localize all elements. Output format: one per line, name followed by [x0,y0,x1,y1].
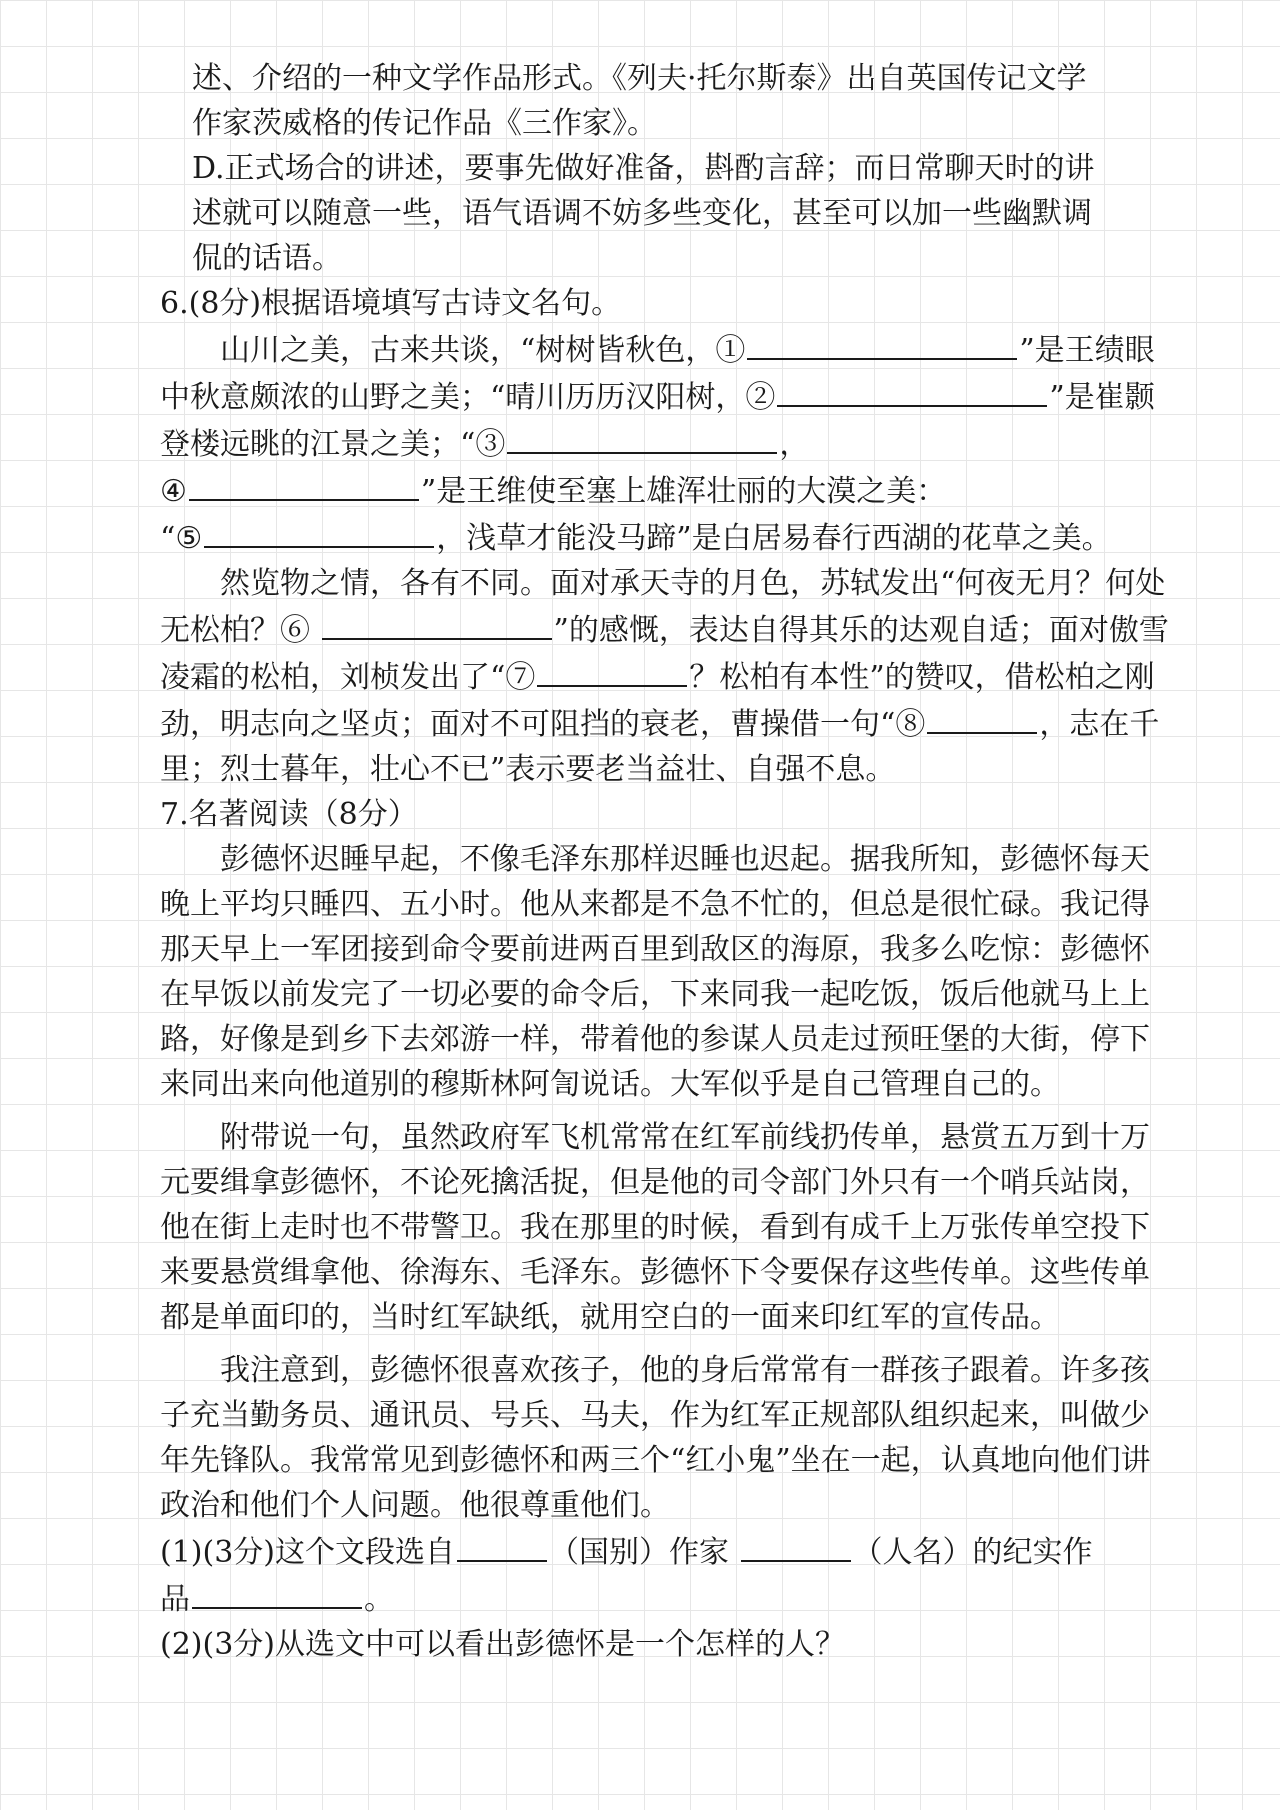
text-run: “⑧ [880,707,926,742]
passage-paragraph-1: 彭德怀迟睡早起，不像毛泽东那样迟睡也迟起。据我所知，彭德怀每天晚上平均只睡四、五小时。他从来都是不急不忙的，但总是很忙碌。我记得那天早上一军团接到命令要前进两百里到敌区的海原，我多么吃惊：彭德怀在早饭以前发完了一切必要的命令后，下来同我一起吃饭，饭后他就马上上路，好像是到乡下去郊游一样，带着他的参谋人员走过预旺堡的大街，停下来同出来向他道别的穆斯林阿訇说话。大军似乎是自己管理自己的。 [160,842,1150,1102]
answer-blank-work[interactable] [192,1575,362,1609]
answer-blank-author[interactable] [741,1528,851,1562]
question-6-header: 6.(8分)根据语境填写古诗文名句。 [160,286,622,321]
text-run: ④ [160,474,187,509]
text-run: 何处无松柏？⑥ [160,566,1166,648]
option-c-continuation [160,56,1170,146]
answer-blank-country[interactable] [457,1528,547,1562]
text-run: （人名）的纪实作 [852,1535,1093,1570]
text-run: ？松柏有本性”的赞 [689,660,945,695]
text-run: 然览物之情，各有不同。面对承天寺的月色，苏轼发出“何夜无月？ [220,566,1106,601]
answer-blank-6[interactable] [322,606,552,640]
sub-question-1 [160,1528,1170,1575]
passage-paragraph-3: 我注意到，彭德怀很喜欢孩子，他的身后常常有一群孩子跟着。许多孩子充当勤务员、通讯员、号兵、马夫，作为红军正规部队组织起来，叫做少年先锋队。我常常见到彭德怀和两三个“红小鬼”坐在一起，认真地向他们讲政治和他们个人问题。他很尊重他们。 [160,1353,1151,1523]
text-line: 述、介绍的一种文学作品形式。《列夫·托尔斯泰》出自英国传记文学 [192,61,1087,96]
question-6 [160,281,1170,792]
text-run: ， [779,427,810,462]
text-run: 叹，借松柏之刚劲，明志向之坚贞；面对不可阻挡的衰老，曹操借一句 [160,660,1155,742]
text-line: 作家茨威格的传记作品《三作家》。 [192,106,657,141]
option-d [160,146,1170,281]
question-7-header: 7.名著阅读（8分） [160,797,418,832]
text-line: 述就可以随意一些，语气语调不妨多些变化，甚至可以加一些幽默调 [192,196,1092,231]
text-run: ”是王绩 [1019,333,1125,368]
text-run: 山川之美，古来共谈，“树树皆秋色，① [220,333,746,368]
answer-blank-1[interactable] [747,326,1017,360]
text-run: ”的感慨，表达自得其乐的达观自适； [553,613,1049,648]
sub-question-2: (2)(3分)从选文中可以看出彭德怀是一个怎样的人？ [160,1627,845,1662]
text-run: 品 [160,1582,190,1617]
answer-blank-3[interactable] [507,420,777,454]
question-7 [160,792,1170,1667]
text-run: 眼中秋意颇浓的山野之美；“晴川历历汉阳树，② [160,333,1155,415]
answer-blank-5[interactable] [204,514,434,548]
answer-blank-7[interactable] [537,653,687,687]
question-6-paragraph-2 [160,561,1170,792]
sub-question-1-cont [160,1575,1170,1622]
text-run: 。 [364,1582,394,1617]
text-run: ” [1049,380,1065,415]
passage-paragraph-2: 附带说一句，虽然政府军飞机常常在红军前线扔传单，悬赏五万到十万元要缉拿彭德怀，不论死擒活捉，但是他的司令部门外只有一个哨兵站岗，他在街上走时也不带警卫。我在那里的时候，看到有成千上万张传单空投下来要悬赏缉拿他、徐海东、毛泽东。彭德怀下令要保存这些传单。这些传单都是单面印的，当时红军缺纸，就用空白的一面来印红军的宣传品。 [160,1120,1150,1335]
question-6-paragraph-1-end [160,514,1170,561]
answer-blank-8[interactable] [927,700,1037,734]
text-run: 是崔颢登楼远眺的江景之美；“③ [160,380,1155,462]
text-run: （国别）作家 [549,1535,739,1570]
text-run: 自强不息。 [745,752,896,787]
text-run: (1)(3分)这个文段选自 [160,1535,455,1570]
question-6-paragraph-1 [160,326,1170,467]
text-line: 侃的话语。 [192,241,342,276]
text-run: ，志在千里；烈士暮年，壮心不已”表示要老当益壮、 [160,707,1160,787]
answer-blank-4[interactable] [189,467,419,501]
answer-blank-2[interactable] [777,373,1047,407]
text-run: ”是王维使至塞上雄浑壮丽的大漠之美： [420,474,947,509]
text-run: 面对傲雪凌霜的松柏，刘桢发出了“⑦ [160,613,1169,695]
question-6-paragraph-1-cont [160,467,1170,514]
text-run: ，浅草才能没马蹄”是白居易春行西湖的花草之美。 [436,521,1112,556]
text-line: D.正式场合的讲述，要事先做好准备，斟酌言辞；而日常聊天时的讲 [192,151,1095,186]
text-run: “⑤ [160,521,203,556]
